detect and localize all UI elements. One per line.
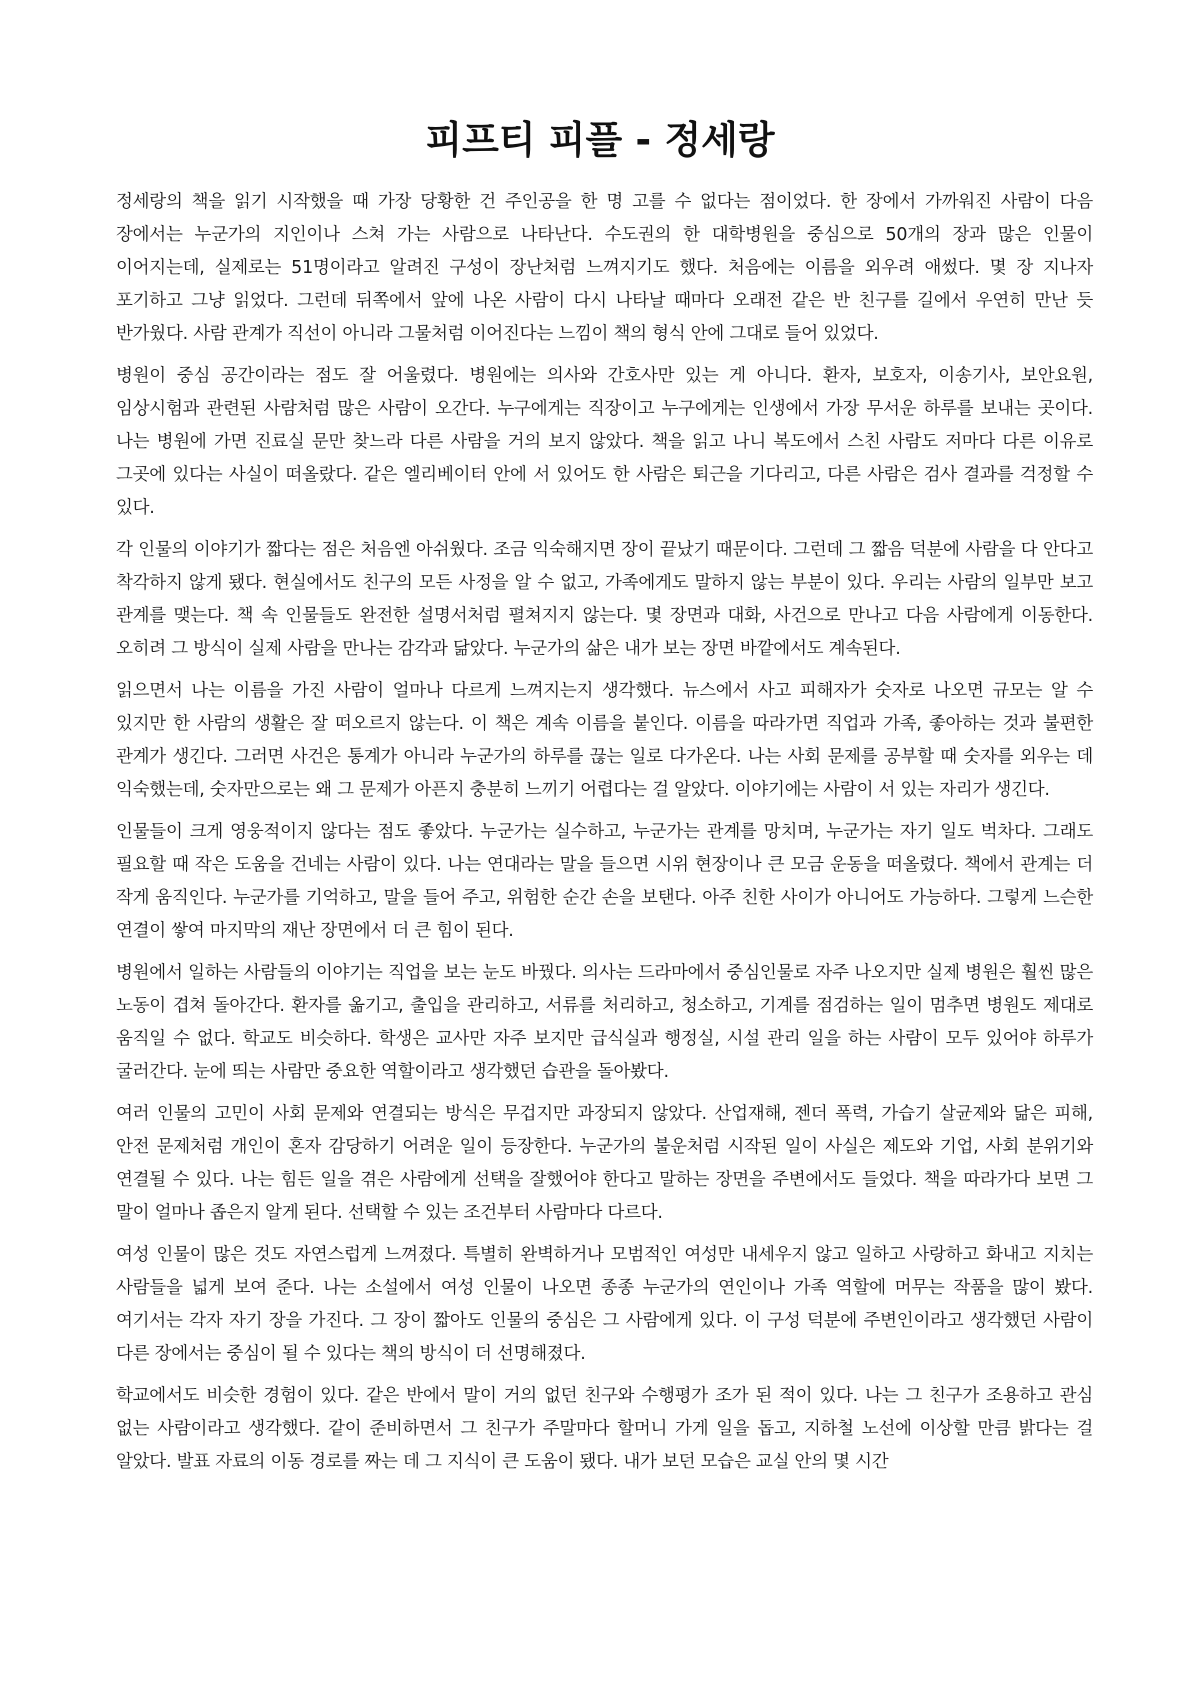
document-title: 피프티 피플 - 정세랑 <box>425 118 775 162</box>
paragraph: 병원이 중심 공간이라는 점도 잘 어울렸다. 병원에는 의사와 간호사만 있는 게 아니다. 환자, 보호자, 이송기사, 보안요원, 임상시험과 관련된 사람처럼 많은 사람이 오간다. 누구에게는 직장이고 누구에게는 인생에서 가장 무서운 하루를 보내는 곳이다. 나는 병원에 가면 진료실 문만 찾느라 다른 사람을 거의 보지 않았다. 책을 읽고 나니 복도에서 스친 사람도 저마다 다른 이유로 그곳에 있다는 사실이 떠올랐다. 같은 엘리베이터 안에 서 있어도 한 사람은 퇴근을 기다리고, 다른 사람은 검사 결과를 걱정할 수 있다. <box>116 366 1093 518</box>
paragraph: 병원에서 일하는 사람들의 이야기는 직업을 보는 눈도 바꿨다. 의사는 드라마에서 중심인물로 자주 나오지만 실제 병원은 훨씬 많은 노동이 겹쳐 돌아간다. 환자를 옮기고, 출입을 관리하고, 서류를 처리하고, 청소하고, 기계를 점검하는 일이 멈추면 병원도 제대로 움직일 수 없다. 학교도 비슷하다. 학생은 교사만 자주 보지만 급식실과 행정실, 시설 관리 일을 하는 사람이 모두 있어야 하루가 굴러간다. 눈에 띄는 사람만 중요한 역할이라고 생각했던 습관을 돌아봤다. <box>116 963 1093 1082</box>
document-body <box>116 186 1093 1488</box>
paragraph: 정세랑의 책을 읽기 시작했을 때 가장 당황한 건 주인공을 한 명 고를 수 없다는 점이었다. 한 장에서 가까워진 사람이 다음 장에서는 누군가의 지인이나 스쳐 가는 사람으로 나타난다. 수도권의 한 대학병원을 중심으로 50개의 장과 많은 인물이 이어지는데, 실제로는 51명이라고 알려진 구성이 장난처럼 느껴지기도 했다. 처음에는 이름을 외우려 애썼다. 몇 장 지나자 포기하고 그냥 읽었다. 그런데 뒤쪽에서 앞에 나온 사람이 다시 나타날 때마다 오래전 같은 반 친구를 길에서 우연히 만난 듯 반가웠다. 사람 관계가 직선이 아니라 그물처럼 이어진다는 느낌이 책의 형식 안에 그대로 들어 있었다. <box>116 192 1093 344</box>
paragraph: 각 인물의 이야기가 짧다는 점은 처음엔 아쉬웠다. 조금 익숙해지면 장이 끝났기 때문이다. 그런데 그 짧음 덕분에 사람을 다 안다고 착각하지 않게 됐다. 현실에서도 친구의 모든 사정을 알 수 없고, 가족에게도 말하지 않는 부분이 있다. 우리는 사람의 일부만 보고 관계를 맺는다. 책 속 인물들도 완전한 설명서처럼 펼쳐지지 않는다. 몇 장면과 대화, 사건으로 만나고 다음 사람에게 이동한다. 오히려 그 방식이 실제 사람을 만나는 감각과 닮았다. 누군가의 삶은 내가 보는 장면 바깥에서도 계속된다. <box>116 540 1093 659</box>
paragraph: 인물들이 크게 영웅적이지 않다는 점도 좋았다. 누군가는 실수하고, 누군가는 관계를 망치며, 누군가는 자기 일도 벅차다. 그래도 필요할 때 작은 도움을 건네는 사람이 있다. 나는 연대라는 말을 들으면 시위 현장이나 큰 모금 운동을 떠올렸다. 책에서 관계는 더 작게 움직인다. 누군가를 기억하고, 말을 들어 주고, 위험한 순간 손을 보탠다. 아주 친한 사이가 아니어도 가능하다. 그렇게 느슨한 연결이 쌓여 마지막의 재난 장면에서 더 큰 힘이 된다. <box>116 822 1093 941</box>
paragraph: 여성 인물이 많은 것도 자연스럽게 느껴졌다. 특별히 완벽하거나 모범적인 여성만 내세우지 않고 일하고 사랑하고 화내고 지치는 사람들을 넓게 보여 준다. 나는 소설에서 여성 인물이 나오면 종종 누군가의 연인이나 가족 역할에 머무는 작품을 많이 봤다. 여기서는 각자 자기 장을 가진다. 그 장이 짧아도 인물의 중심은 그 사람에게 있다. 이 구성 덕분에 주변인이라고 생각했던 사람이 다른 장에서는 중심이 될 수 있다는 책의 방식이 더 선명해졌다. <box>116 1245 1093 1364</box>
paragraph: 여러 인물의 고민이 사회 문제와 연결되는 방식은 무겁지만 과장되지 않았다. 산업재해, 젠더 폭력, 가습기 살균제와 닮은 피해, 안전 문제처럼 개인이 혼자 감당하기 어려운 일이 등장한다. 누군가의 불운처럼 시작된 일이 사실은 제도와 기업, 사회 분위기와 연결될 수 있다. 나는 힘든 일을 겪은 사람에게 선택을 잘했어야 한다고 말하는 장면을 주변에서도 들었다. 책을 따라가다 보면 그 말이 얼마나 좁은지 알게 된다. 선택할 수 있는 조건부터 사람마다 다르다. <box>116 1104 1093 1223</box>
paragraph: 학교에서도 비슷한 경험이 있다. 같은 반에서 말이 거의 없던 친구와 수행평가 조가 된 적이 있다. 나는 그 친구가 조용하고 관심 없는 사람이라고 생각했다. 같이 준비하면서 그 친구가 주말마다 할머니 가게 일을 돕고, 지하철 노선에 이상할 만큼 밝다는 걸 알았다. 발표 자료의 이동 경로를 짜는 데 그 지식이 큰 도움이 됐다. 내가 보던 모습은 교실 안의 몇 시간 <box>116 1386 1093 1472</box>
paragraph: 읽으면서 나는 이름을 가진 사람이 얼마나 다르게 느껴지는지 생각했다. 뉴스에서 사고 피해자가 숫자로 나오면 규모는 알 수 있지만 한 사람의 생활은 잘 떠오르지 않는다. 이 책은 계속 이름을 붙인다. 이름을 따라가면 직업과 가족, 좋아하는 것과 불편한 관계가 생긴다. 그러면 사건은 통계가 아니라 누군가의 하루를 끊는 일로 다가온다. 나는 사회 문제를 공부할 때 숫자를 외우는 데 익숙했는데, 숫자만으로는 왜 그 문제가 아픈지 충분히 느끼기 어렵다는 걸 알았다. 이야기에는 사람이 서 있는 자리가 생긴다. <box>116 681 1093 800</box>
